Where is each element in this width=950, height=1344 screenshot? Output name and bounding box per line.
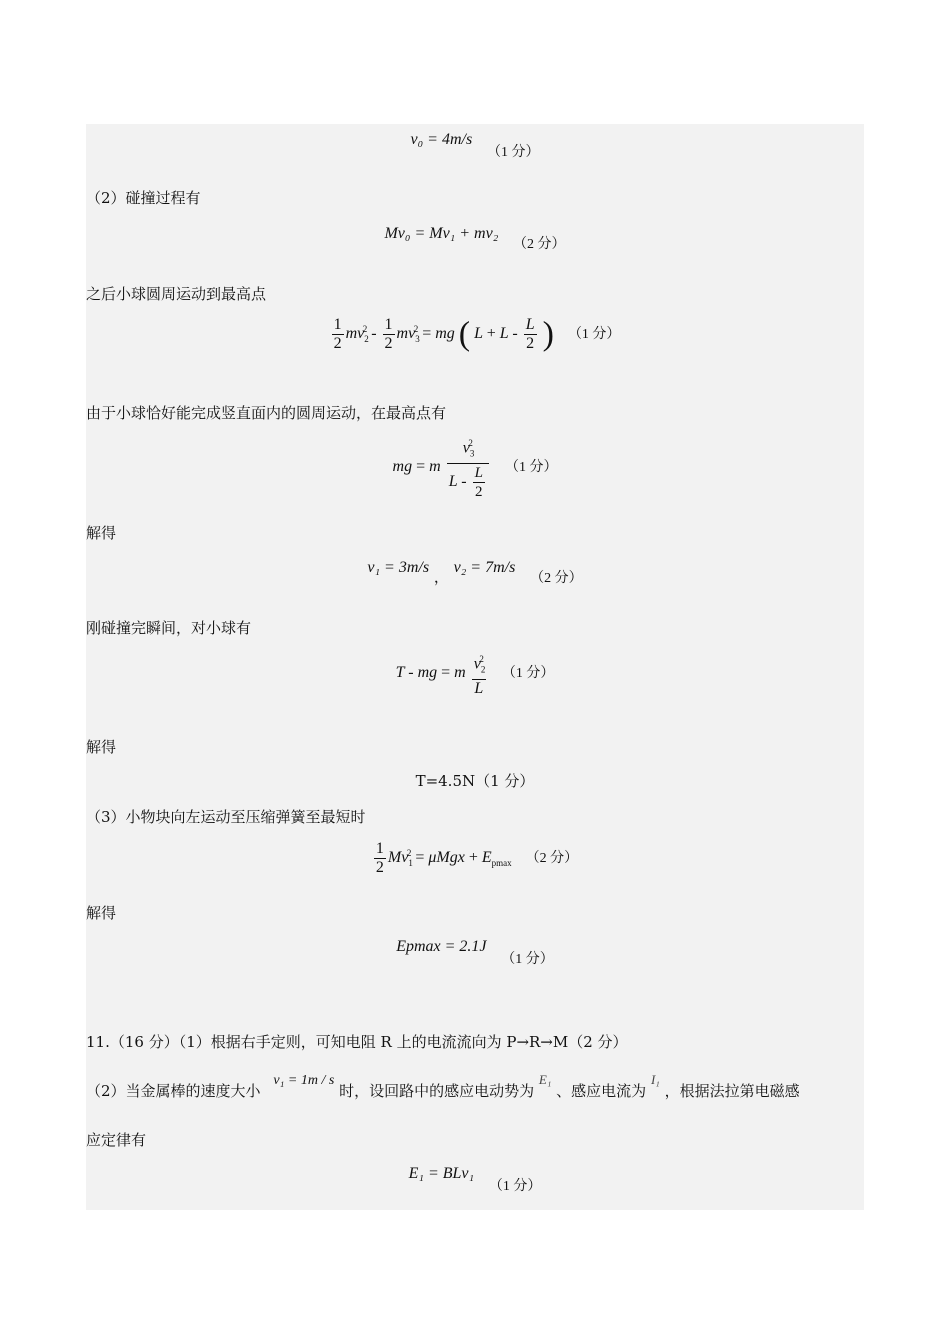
- emf-equation: E₁ = BLv₁: [408, 1165, 475, 1182]
- solve-label-2: 解得: [86, 738, 117, 756]
- score: （1 分）: [501, 666, 555, 682]
- after-text: 之后小球圆周运动到最高点: [86, 285, 267, 303]
- part2-text-d: ，根据法拉第电磁感: [664, 1082, 800, 1100]
- score: （1 分）: [504, 459, 558, 475]
- solve-label-1: 解得: [86, 524, 117, 542]
- score: （1 分）: [567, 327, 621, 343]
- v0-equation-line: [86, 128, 864, 160]
- solve-label-3: 解得: [86, 904, 117, 922]
- v1-equation: v₁ = 3m/s: [367, 559, 430, 576]
- part2-text-e: 应定律有: [86, 1131, 147, 1149]
- score: （2 分）: [525, 851, 579, 867]
- tension-line: [86, 650, 864, 697]
- part2-heading: （2）碰撞过程有: [86, 189, 201, 207]
- question-11-part2-line: [86, 1068, 864, 1112]
- ep-line: [86, 935, 864, 967]
- comma: ，: [433, 568, 449, 586]
- v0-equation: v₀ = 4m/s: [410, 131, 473, 148]
- ep-equation: Epmax = 2.1J: [396, 938, 487, 955]
- energy-line: [86, 316, 864, 360]
- emf-line: [86, 1162, 864, 1194]
- v2-equation: v₂ = 7m/s: [453, 559, 516, 576]
- score: （1 分）: [486, 145, 540, 160]
- top-point-line: [86, 434, 864, 502]
- tension-result: T=4.5N（1 分）: [415, 772, 535, 790]
- score: （2 分）: [513, 237, 566, 252]
- score: （2 分）: [530, 571, 583, 586]
- velocity-results-line: [86, 556, 864, 586]
- energy-equation: $\frac{1}{2}$ $mv_2^2$ - $\frac{1}{2}$ $mv_3^2$ = mg ( L + L - $\frac{L}{2}$ ): [333, 315, 554, 353]
- E1-inline: E₁: [538, 1072, 552, 1087]
- top-point-text: 由于小球恰好能完成竖直面内的圆周运动，在最高点有: [86, 404, 447, 422]
- I1-inline: I₁: [650, 1072, 660, 1087]
- spring-line: [86, 840, 864, 884]
- score: （1 分）: [501, 952, 554, 967]
- part2-text-b: 时，设回路中的感应电动势为: [339, 1082, 535, 1100]
- top-point-equation: mg = m $v_3^2$ L - $\frac{L}{2}$: [393, 458, 495, 475]
- spring-equation: $\frac{1}{2}$ $Mv_1^2 = \mu Mgx + E_{pmax}$: [375, 840, 512, 876]
- tension-equation: T - mg = m $\frac{v_2^2}{L}$: [396, 664, 492, 681]
- v1-inline: v₁ = 1m / s: [273, 1073, 335, 1088]
- part2-text-c: 、感应电流为: [556, 1082, 647, 1100]
- momentum-line: [86, 222, 864, 252]
- instant-text: 刚碰撞完瞬间，对小球有: [86, 619, 252, 637]
- part3-heading: （3）小物块向左运动至压缩弹簧至最短时: [86, 808, 366, 826]
- question-11-line: 11.（16 分）（1）根据右手定则，可知电阻 R 上的电流流向为 P→R→M（2 分）: [86, 1033, 628, 1051]
- part2-text-a: （2）当金属棒的速度大小: [86, 1082, 261, 1100]
- score: （1 分）: [488, 1179, 542, 1194]
- momentum-equation: Mv₀ = Mv₁ + mv₂: [384, 225, 499, 242]
